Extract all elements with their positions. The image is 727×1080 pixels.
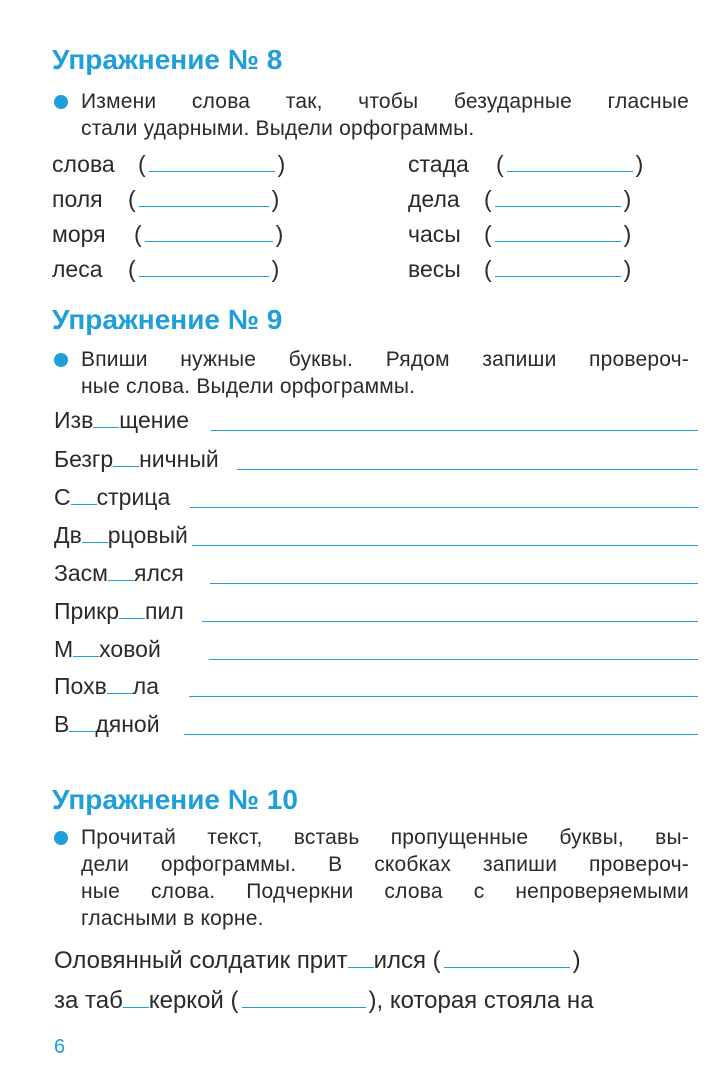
answer-blank[interactable] xyxy=(444,947,570,968)
word-part: В xyxy=(54,711,70,737)
fill-row xyxy=(54,407,698,437)
word: слова xyxy=(52,151,115,177)
answer-blank[interactable] xyxy=(149,151,275,172)
word-part: С xyxy=(54,484,71,510)
word-part: щение xyxy=(119,407,190,433)
text-part: керкой ( xyxy=(148,987,239,1014)
fill-row xyxy=(54,446,698,476)
instruction-line: Впиши нужные буквы. Рядом запиши провероч- xyxy=(81,348,689,371)
instruction-line: гласными в корне. xyxy=(81,907,264,930)
fill-row xyxy=(54,636,698,666)
fill-row xyxy=(54,560,698,590)
exercise-8-instruction xyxy=(81,88,689,142)
word: моря xyxy=(52,221,106,247)
instruction-line: дели орфограммы. В скобках запиши провероч- xyxy=(81,853,689,876)
letter-gap[interactable] xyxy=(107,675,133,694)
letter-gap[interactable] xyxy=(73,638,99,657)
instruction-line: ные слова. Подчеркни слова с непроверяемыми xyxy=(81,880,689,903)
text-part: ился ( xyxy=(373,947,441,974)
word-pair: слова ( ) xyxy=(52,151,286,177)
fill-row xyxy=(54,711,698,741)
word: стада xyxy=(408,151,469,177)
letter-gap[interactable] xyxy=(348,949,374,968)
letter-gap[interactable] xyxy=(113,448,139,467)
word-pair: стада ( ) xyxy=(408,151,644,177)
text-line xyxy=(54,941,694,981)
answer-blank[interactable] xyxy=(242,987,366,1008)
instruction-line: Измени слова так, чтобы безударные гласные xyxy=(81,90,689,113)
text-part: ) xyxy=(572,947,581,974)
word-pair: моря ( ) xyxy=(52,221,284,247)
bullet-icon xyxy=(54,353,68,367)
word-part: пил xyxy=(145,598,184,624)
letter-gap[interactable] xyxy=(108,562,134,581)
exercise-8-title: Упражнение № 8 xyxy=(52,44,283,75)
instruction-line: ные слова. Выдели орфограммы. xyxy=(81,375,416,398)
exercise-10-title: Упражнение № 10 xyxy=(52,784,298,815)
answer-line[interactable] xyxy=(209,659,698,660)
word-pair: часы ( ) xyxy=(408,221,632,247)
exercise-9-instruction xyxy=(81,346,689,400)
exercise-10-text xyxy=(54,941,694,1021)
text-part: за таб xyxy=(54,987,123,1014)
answer-line[interactable] xyxy=(189,696,698,697)
answer-blank[interactable] xyxy=(139,256,269,277)
fill-row xyxy=(54,598,698,628)
word-part: Изв xyxy=(54,407,94,433)
fill-row xyxy=(54,522,698,552)
word-pair: леса ( ) xyxy=(52,256,280,282)
answer-line[interactable] xyxy=(192,545,698,546)
word-part: стрица xyxy=(96,484,171,510)
word-part: М xyxy=(54,636,74,662)
letter-gap[interactable] xyxy=(69,713,95,732)
word-pair: поля ( ) xyxy=(52,186,280,212)
bullet-icon xyxy=(54,831,68,845)
text-line xyxy=(54,981,694,1021)
answer-line[interactable] xyxy=(184,734,698,735)
answer-blank[interactable] xyxy=(495,221,621,242)
bullet-icon xyxy=(54,95,68,109)
answer-blank[interactable] xyxy=(495,186,621,207)
text-part: Оловянный солдатик прит xyxy=(54,947,348,974)
letter-gap[interactable] xyxy=(82,524,108,543)
word: поля xyxy=(52,186,103,212)
word-part: ховой xyxy=(99,636,161,662)
word: весы xyxy=(408,256,461,282)
answer-blank[interactable] xyxy=(139,186,269,207)
word-part: дяной xyxy=(95,711,160,737)
page-number: 6 xyxy=(54,1036,66,1058)
word-part: Безгр xyxy=(54,446,114,472)
letter-gap[interactable] xyxy=(93,409,119,428)
fill-row xyxy=(54,484,698,514)
letter-gap[interactable] xyxy=(123,989,149,1008)
word: дела xyxy=(408,186,460,212)
word: часы xyxy=(408,221,461,247)
fill-row xyxy=(54,673,698,703)
instruction-line: стали ударными. Выдели орфограммы. xyxy=(81,117,475,140)
answer-line[interactable] xyxy=(190,507,698,508)
answer-blank[interactable] xyxy=(507,151,633,172)
answer-line[interactable] xyxy=(237,469,698,470)
word-part: Похв xyxy=(54,673,107,699)
answer-blank[interactable] xyxy=(495,256,621,277)
word-pair: дела ( ) xyxy=(408,186,632,212)
answer-line[interactable] xyxy=(202,621,698,622)
word-part: Дв xyxy=(54,522,82,548)
word-part: ялся xyxy=(134,560,184,586)
exercise-10-instruction xyxy=(81,824,689,932)
answer-line[interactable] xyxy=(210,583,698,584)
text-part: ), которая стояла на xyxy=(368,987,594,1014)
letter-gap[interactable] xyxy=(71,486,97,505)
word-part: Прикр xyxy=(54,598,120,624)
instruction-line: Прочитай текст, вставь пропущенные буквы, вы- xyxy=(81,826,689,849)
word-part: ла xyxy=(132,673,160,699)
word-part: рцовый xyxy=(107,522,188,548)
word-pair: весы ( ) xyxy=(408,256,632,282)
word-part: Засм xyxy=(54,560,108,586)
exercise-9-title: Упражнение № 9 xyxy=(52,304,283,335)
answer-blank[interactable] xyxy=(145,221,273,242)
answer-line[interactable] xyxy=(211,430,698,431)
word-part: ничный xyxy=(139,446,219,472)
word: леса xyxy=(52,256,103,282)
letter-gap[interactable] xyxy=(119,600,145,619)
